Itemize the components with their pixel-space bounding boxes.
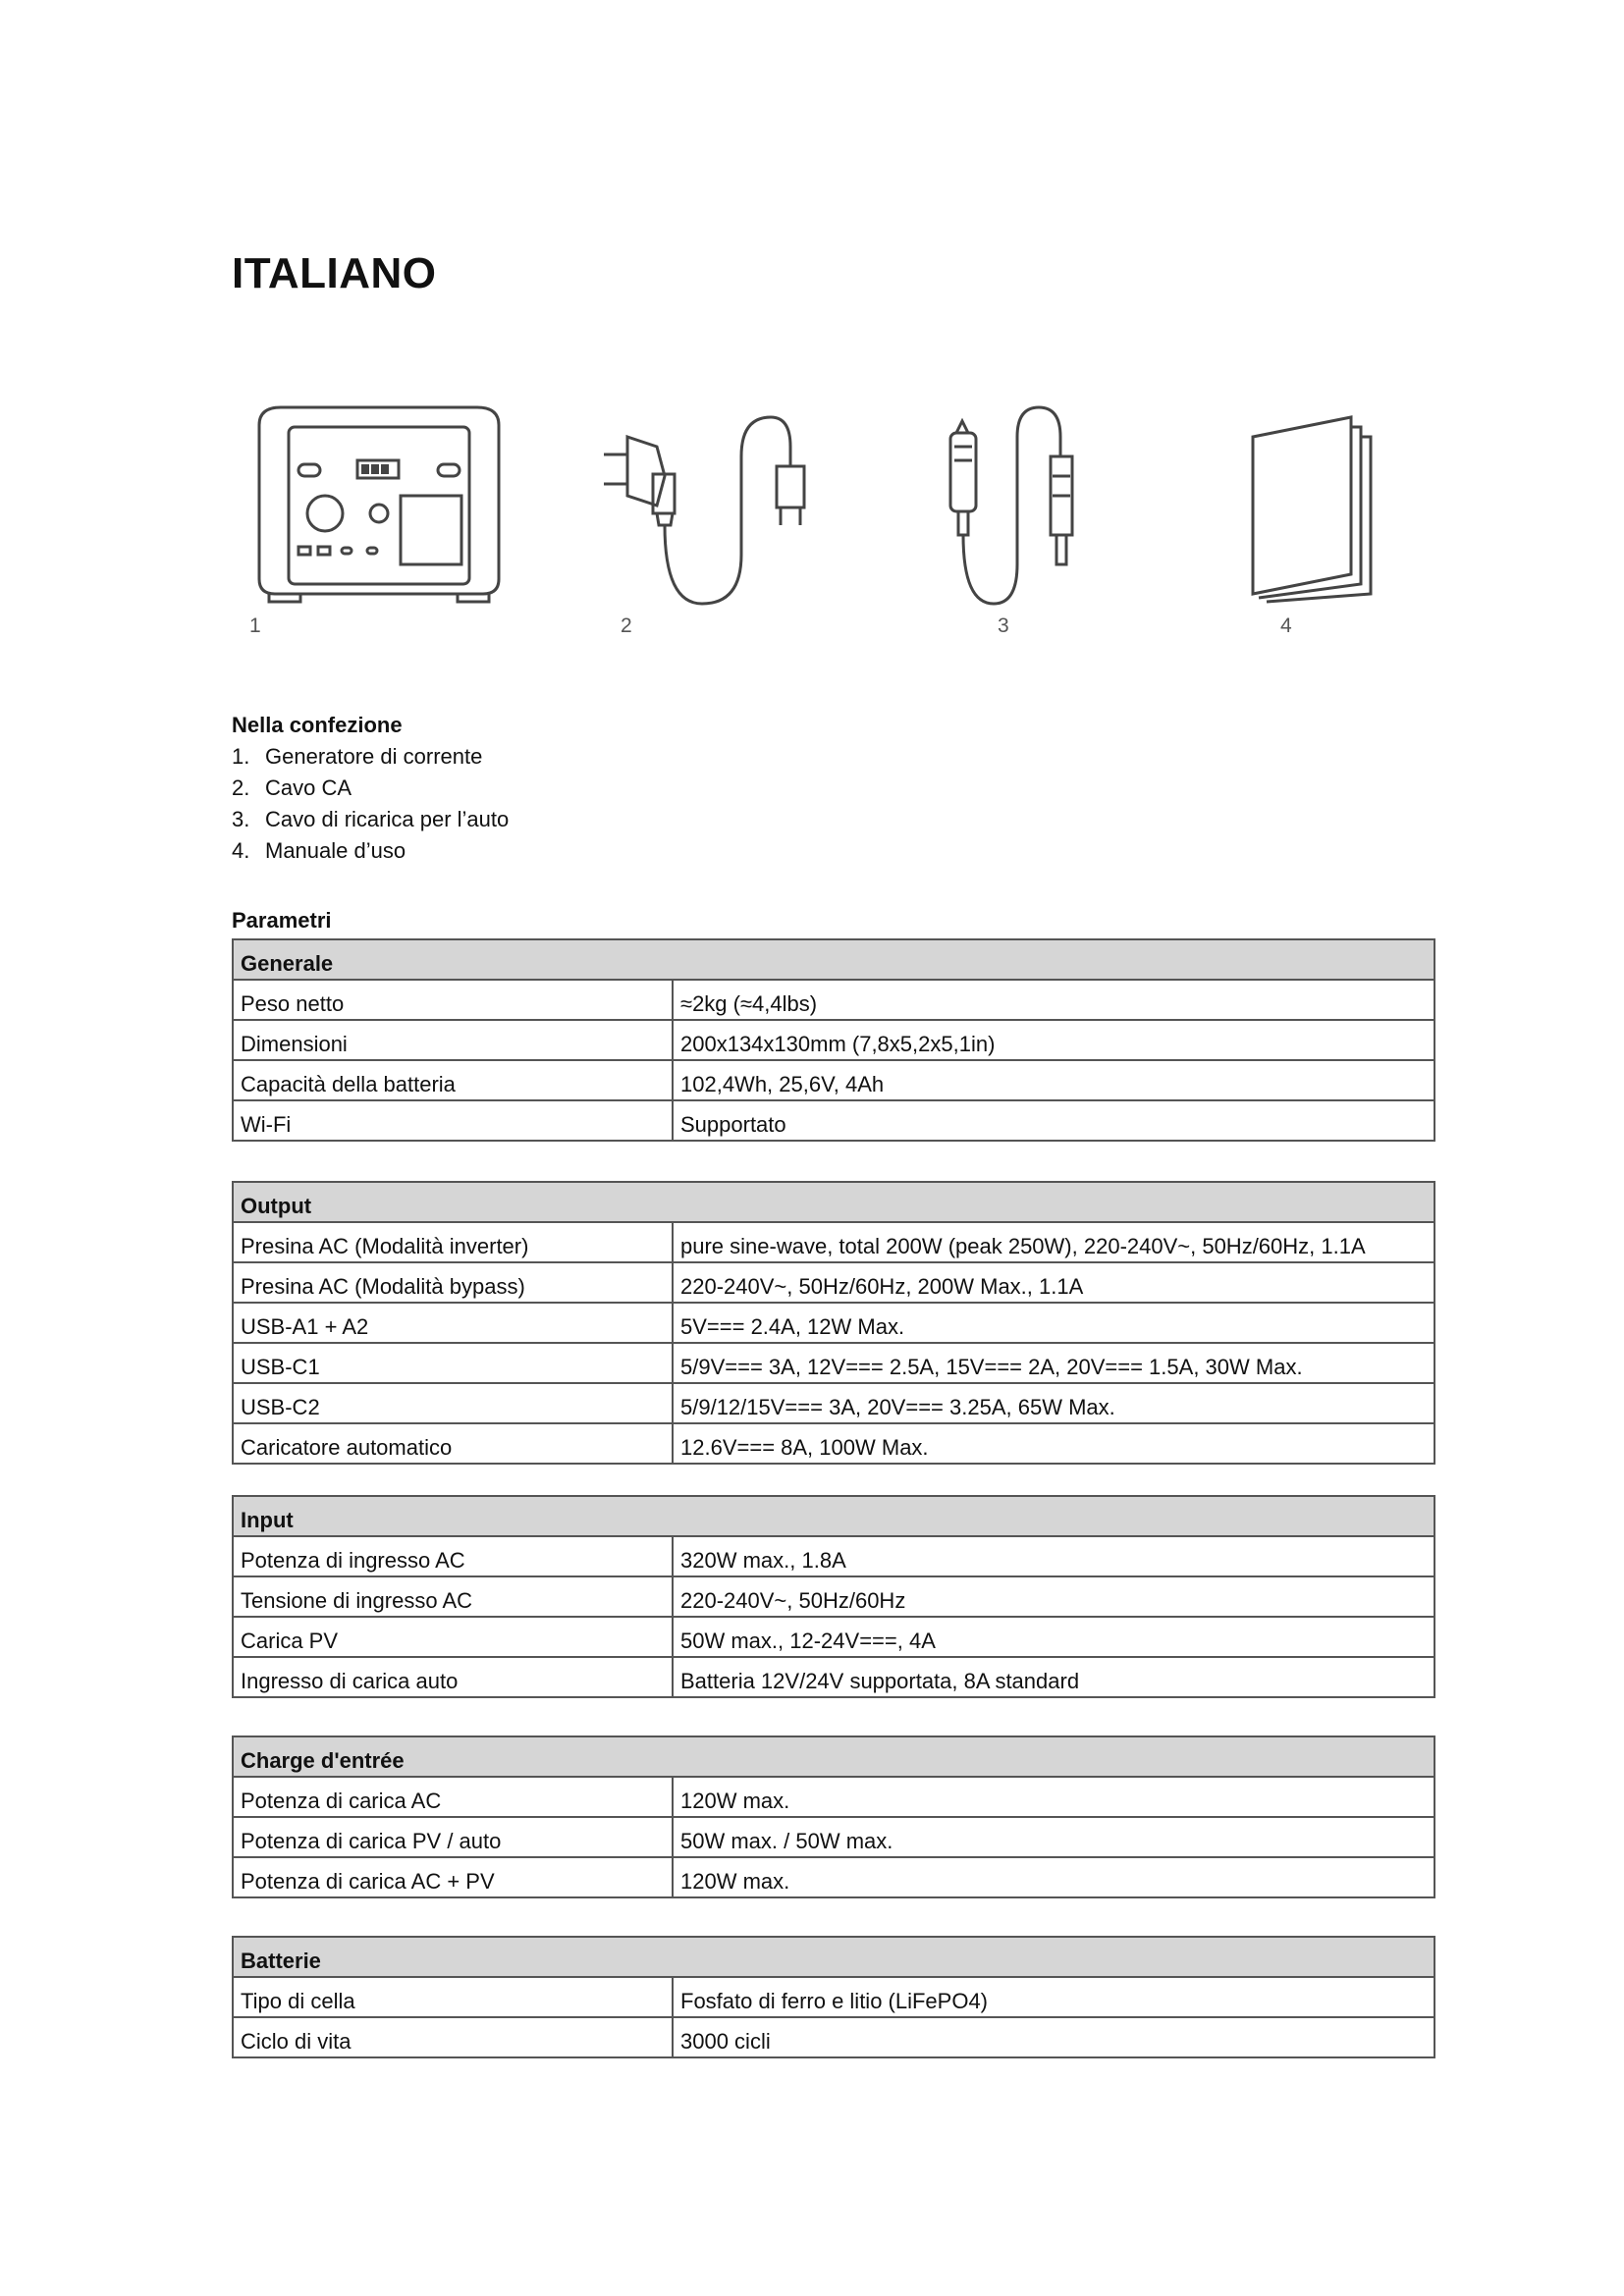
spec-value-cell: 220-240V~, 50Hz/60Hz xyxy=(673,1576,1435,1617)
table-row xyxy=(233,1222,1435,1262)
spec-value-cell: 320W max., 1.8A xyxy=(673,1536,1435,1576)
figure-label-4: 4 xyxy=(1280,614,1292,637)
table-row xyxy=(233,1536,1435,1576)
spec-key-cell: Potenza di carica AC xyxy=(233,1777,673,1817)
table-header: Batterie xyxy=(233,1937,1435,1977)
spec-value-cell: 5/9V=== 3A, 12V=== 2.5A, 15V=== 2A, 20V=== 1.5A, 30W Max. xyxy=(673,1343,1435,1383)
spec-value-cell: Supportato xyxy=(673,1100,1435,1141)
spec-key-cell: Dimensioni xyxy=(233,1020,673,1060)
spec-key-cell: Tensione di ingresso AC xyxy=(233,1576,673,1617)
list-item: 4. Manuale d’uso xyxy=(232,838,406,863)
table-row xyxy=(233,1817,1435,1857)
spec-key-cell: Presina AC (Modalità inverter) xyxy=(233,1222,673,1262)
table-row xyxy=(233,1383,1435,1423)
figure-label-2: 2 xyxy=(621,614,632,637)
spec-key-cell: Caricatore automatico xyxy=(233,1423,673,1464)
spec-value-cell: 5/9/12/15V=== 3A, 20V=== 3.25A, 65W Max. xyxy=(673,1383,1435,1423)
spec-value-cell: 220-240V~, 50Hz/60Hz, 200W Max., 1.1A xyxy=(673,1262,1435,1303)
page-title: ITALIANO xyxy=(232,249,437,297)
figure-label-3: 3 xyxy=(998,614,1009,637)
spec-value-cell: 120W max. xyxy=(673,1857,1435,1897)
list-item: 3. Cavo di ricarica per l’auto xyxy=(232,807,510,831)
spec-value-cell: 5V=== 2.4A, 12W Max. xyxy=(673,1303,1435,1343)
table-row xyxy=(233,1777,1435,1817)
spec-key-cell: Peso netto xyxy=(233,980,673,1020)
spec-key-cell: Ingresso di carica auto xyxy=(233,1657,673,1697)
spec-table-output xyxy=(232,1181,1435,1465)
table-row xyxy=(233,1977,1435,2017)
spec-value-cell: 50W max. / 50W max. xyxy=(673,1817,1435,1857)
spec-value-cell: Fosfato di ferro e litio (LiFePO4) xyxy=(673,1977,1435,2017)
spec-key-cell: USB-C2 xyxy=(233,1383,673,1423)
table-row xyxy=(233,1303,1435,1343)
table-row xyxy=(233,2017,1435,2057)
power-station-illustration xyxy=(251,398,507,609)
spec-value-cell: 200x134x130mm (7,8x5,2x5,1in) xyxy=(673,1020,1435,1060)
package-list xyxy=(232,741,509,867)
table-row xyxy=(233,1100,1435,1141)
spec-value-cell: Batteria 12V/24V supportata, 8A standard xyxy=(673,1657,1435,1697)
spec-key-cell: Carica PV xyxy=(233,1617,673,1657)
list-item: 1. Generatore di corrente xyxy=(232,744,483,769)
spec-table-generale xyxy=(232,938,1435,1142)
spec-key-cell: Presina AC (Modalità bypass) xyxy=(233,1262,673,1303)
table-header: Generale xyxy=(233,939,1435,980)
spec-value-cell: ≈2kg (≈4,4lbs) xyxy=(673,980,1435,1020)
list-item: 2. Cavo CA xyxy=(232,775,352,800)
table-header: Output xyxy=(233,1182,1435,1222)
spec-table-charge xyxy=(232,1735,1435,1898)
table-row xyxy=(233,1617,1435,1657)
table-row xyxy=(233,1857,1435,1897)
spec-key-cell: Capacità della batteria xyxy=(233,1060,673,1100)
ac-cable-illustration xyxy=(594,398,830,609)
params-heading: Parametri xyxy=(232,908,332,933)
spec-key-cell: USB-C1 xyxy=(233,1343,673,1383)
table-header: Input xyxy=(233,1496,1435,1536)
spec-value-cell: 102,4Wh, 25,6V, 4Ah xyxy=(673,1060,1435,1100)
package-heading: Nella confezione xyxy=(232,713,403,737)
spec-table-batterie xyxy=(232,1936,1435,2058)
table-row xyxy=(233,1576,1435,1617)
spec-key-cell: Potenza di ingresso AC xyxy=(233,1536,673,1576)
spec-key-cell: Potenza di carica PV / auto xyxy=(233,1817,673,1857)
spec-value-cell: pure sine-wave, total 200W (peak 250W), 220-240V~, 50Hz/60Hz, 1.1A xyxy=(673,1222,1435,1262)
manual-booklet-illustration xyxy=(1247,398,1394,609)
table-row xyxy=(233,980,1435,1020)
car-charging-cable-illustration xyxy=(933,398,1110,609)
table-row xyxy=(233,1020,1435,1060)
table-row xyxy=(233,1423,1435,1464)
spec-value-cell: 120W max. xyxy=(673,1777,1435,1817)
spec-value-cell: 12.6V=== 8A, 100W Max. xyxy=(673,1423,1435,1464)
table-row xyxy=(233,1262,1435,1303)
figure-label-1: 1 xyxy=(249,614,261,637)
spec-key-cell: Ciclo di vita xyxy=(233,2017,673,2057)
table-row xyxy=(233,1343,1435,1383)
spec-value-cell: 3000 cicli xyxy=(673,2017,1435,2057)
spec-key-cell: Wi-Fi xyxy=(233,1100,673,1141)
spec-key-cell: Potenza di carica AC + PV xyxy=(233,1857,673,1897)
table-header: Charge d'entrée xyxy=(233,1736,1435,1777)
spec-key-cell: Tipo di cella xyxy=(233,1977,673,2017)
spec-table-input xyxy=(232,1495,1435,1698)
table-row xyxy=(233,1657,1435,1697)
spec-value-cell: 50W max., 12-24V===, 4A xyxy=(673,1617,1435,1657)
spec-key-cell: USB-A1 + A2 xyxy=(233,1303,673,1343)
table-row xyxy=(233,1060,1435,1100)
